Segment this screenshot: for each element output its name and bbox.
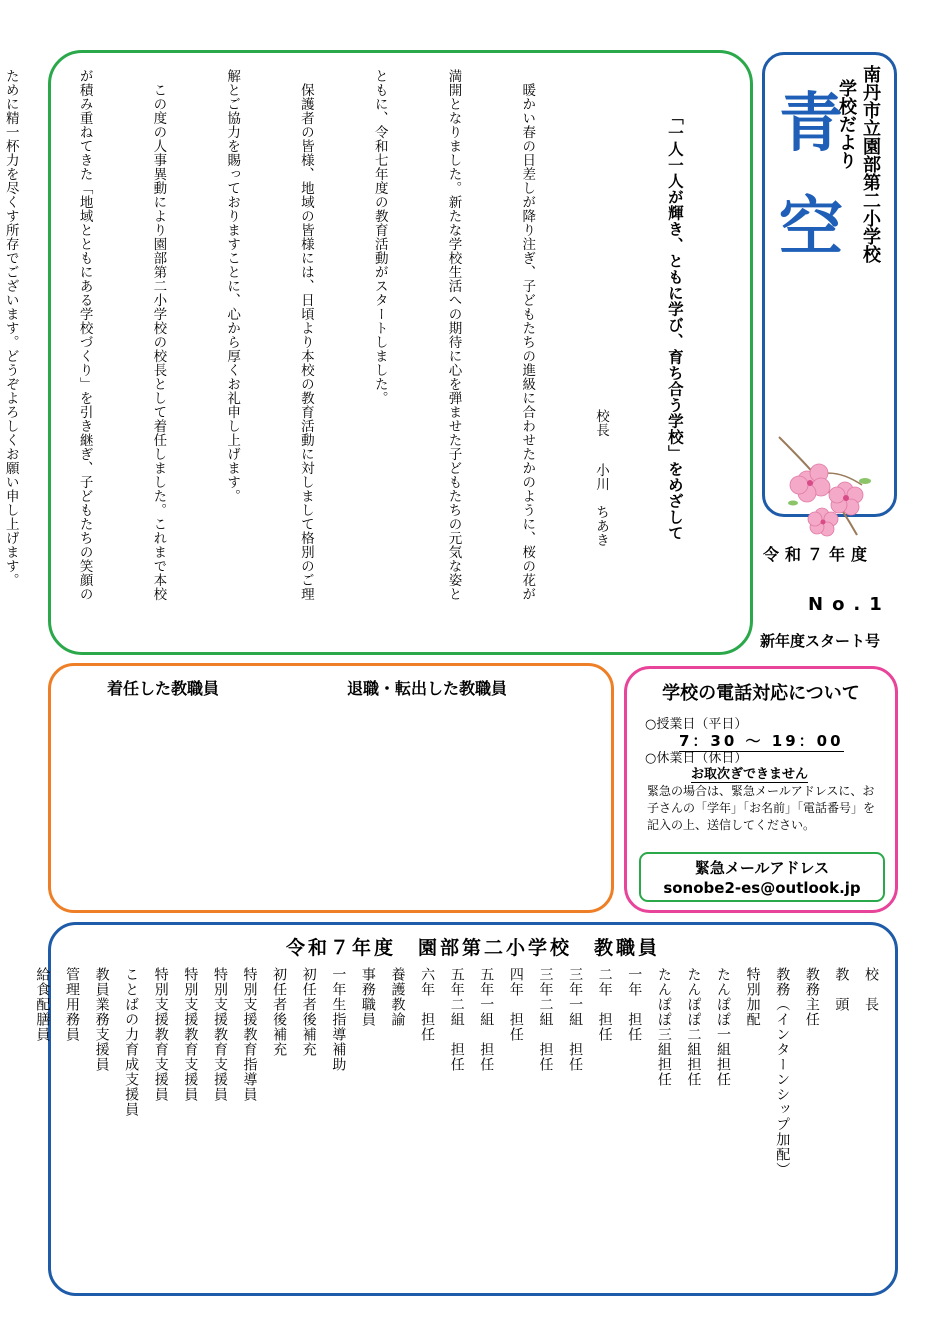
staff-role: 二年 担任 — [596, 967, 613, 1042]
phone-support-title: 学校の電話対応について — [662, 683, 860, 704]
staff-list-title: 令和７年度 園部第二小学校 教職員 — [285, 937, 660, 959]
staff-role: 特別支援教育支援員 — [182, 967, 199, 1102]
staff-role: 特別支援教育支援員 — [211, 967, 228, 1102]
staff-role: 教務（インターンシップ加配） — [774, 967, 791, 1177]
greeting-line: 暖かい春の日差しが降り注ぎ、子どもたちの進級に合わせたかのように、桜の花が — [519, 69, 536, 601]
staff-role: 六年 担任 — [419, 967, 436, 1042]
outgoing-staff-title: 退職・転出した教職員 — [347, 679, 508, 698]
staff-role: 管理用務員 — [63, 967, 80, 1042]
principal-greeting — [2, 50, 753, 655]
staff-role: 養護教諭 — [389, 967, 406, 1027]
greeting-line: この度の人事異動により園部第二小学校の校長として着任しました。これまで本校 — [150, 69, 167, 601]
issue-number: No.1 — [808, 594, 891, 615]
staff-role: 事務職員 — [359, 967, 376, 1027]
school-name-line: 南丹市立園部第二小学校 — [860, 65, 881, 263]
issue-year: 令和７年度 — [763, 545, 874, 564]
staff-role: 五年二組 担任 — [448, 967, 465, 1072]
greeting-text — [0, 69, 736, 639]
phone-support-section — [624, 666, 898, 913]
emergency-note: 緊急の場合は、緊急メールアドレスに、お子さんの「学年」「お名前」「電話番号」を記入の上、送信してください。 — [647, 784, 876, 832]
staff-role-list — [27, 967, 885, 1287]
greeting-line: ともに、令和七年度の教育活動がスタートしました。 — [371, 69, 388, 405]
title-char-sora: 空 — [779, 191, 843, 266]
staff-role: 四年 担任 — [507, 967, 524, 1042]
staff-role: 三年二組 担任 — [537, 967, 554, 1072]
principal-signature — [588, 69, 613, 639]
staff-role: 初任者後補充 — [300, 967, 317, 1057]
emergency-mail-address[interactable]: sonobe2-es@outlook.jp — [663, 879, 861, 897]
staff-role: 一年生指導補助 — [330, 967, 347, 1072]
title-char-ao: 青 — [779, 87, 843, 161]
greeting-line: 解とご協力を賜っておりますことに、心から厚くお礼申し上げます。 — [224, 69, 241, 503]
holiday-note: お取次ぎできません — [691, 763, 808, 783]
staff-role: 教務主任 — [803, 967, 820, 1027]
newsletter-label: 学校だより — [836, 79, 857, 169]
staff-role: 特別支援教育支援員 — [152, 967, 169, 1102]
incoming-staff-title: 着任した教職員 — [107, 679, 220, 698]
newsletter-title — [773, 89, 849, 298]
school-days-label: ○授業日（平日） — [645, 717, 748, 732]
staff-role: たんぽぽ一組担任 — [715, 967, 732, 1087]
emergency-mail-box — [639, 852, 885, 902]
staff-role: 給食配膳員 — [34, 967, 51, 1042]
emergency-mail-title: 緊急メールアドレス — [694, 859, 830, 877]
greeting-line: 保護者の皆様、地域の皆様には、日頃より本校の教育活動に対しまして格別のご理 — [297, 69, 314, 601]
issue-type: 新年度スタート号 — [760, 632, 881, 650]
staff-role: 校 長 — [863, 967, 879, 1012]
staff-role: たんぽぽ二組担任 — [685, 967, 702, 1087]
masthead — [762, 52, 897, 517]
greeting-line: が積み重ねてきた「地域とともにある学校づくり」を引き継ぎ、子どもたちの笑顔の — [76, 69, 93, 601]
staff-role: 五年一組 担任 — [478, 967, 495, 1072]
greeting-line: 満開となりました。新たな学校生活への期待に心を弾ませた子どもたちの元気な姿と — [445, 69, 462, 601]
cherry-blossom-icon — [777, 435, 877, 545]
staff-role: たんぽぽ三組担任 — [655, 967, 672, 1087]
greeting-heading: 「一人一人が輝き、ともに学び、育ち合う学校」をめざして — [665, 109, 684, 541]
signature-name: 小川 ちあき — [593, 463, 610, 547]
staff-transfer-section — [48, 663, 614, 913]
greeting-line: ために精一杯力を尽くす所存でございます。どうぞよろしくお願い申し上げます。 — [2, 69, 19, 587]
staff-role: ことばの力育成支援員 — [123, 967, 140, 1117]
school-hours: 7：30 ～ 19：00 — [679, 732, 844, 750]
staff-role: 教 頭 — [833, 967, 850, 1012]
staff-role: 一年 担任 — [626, 967, 643, 1042]
staff-role: 特別加配 — [744, 967, 761, 1027]
staff-role: 三年一組 担任 — [567, 967, 584, 1072]
staff-role: 特別支援教育指導員 — [241, 967, 258, 1102]
signature-title: 校長 — [593, 409, 610, 437]
staff-role: 初任者後補充 — [271, 967, 288, 1057]
holidays-label: ○休業日（休日） — [645, 751, 748, 766]
staff-list-section — [34, 922, 898, 1296]
staff-role: 教員業務支援員 — [93, 967, 110, 1072]
